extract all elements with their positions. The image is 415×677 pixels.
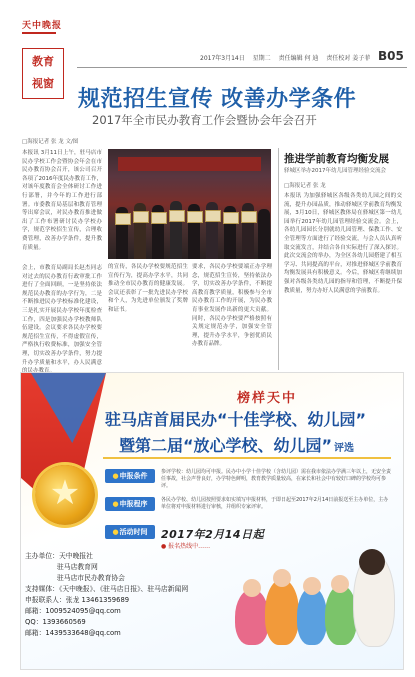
ad-email-1: 邮箱：1009524095@qq.com <box>25 607 121 615</box>
child-head <box>331 575 349 593</box>
page-number: B05 <box>378 49 404 63</box>
gold-medal-icon <box>35 465 95 525</box>
child-figure <box>265 579 299 645</box>
photo-certificate <box>115 213 131 225</box>
award-advertisement <box>20 372 404 670</box>
photo-certificate <box>187 211 203 223</box>
ad-title-line2 <box>119 433 354 456</box>
photo-certificate <box>241 211 257 223</box>
section-label <box>22 48 64 99</box>
child-head <box>273 569 291 587</box>
article-paragraph-4: 要求，各民办学校要端正办学理念，规范招生宣传，坚持依法办学，切实改善办学条件，不断提高教育教学质量，积极参与全市民办教育工作的开展，为民办教育事业发展作出新的更大贡献。同时，各民办学校要严格按照有关规定规范办学，加强安全管理，提升办学水平，争创优质民办教育品牌。 <box>192 264 272 348</box>
child-head <box>243 579 261 597</box>
side-article-subtitle: 驿城区举办2017年幼儿园管理经验交流会 <box>284 168 386 174</box>
child-head <box>303 577 321 595</box>
article-paragraph-1: 本报讯 3月11日上午，驻马店市民办学校工作会暨协会年会在市民办教育协会召开，该公司召开各项了2016年度民办教育工作，对该年度教育会全体研讨工作进行部署，并今年的工作进行部署。市委教育局基层和教育管理等出席会议，对民办教育推进做出了工作布署研讨民办学校办学，规范学校招生宣传，合理收费管理，改善办学条件，提升教育质量。 <box>22 150 102 251</box>
ad-row-text: 各民办学校、幼儿园按照要求如实填写申报材料，于即日起至2017年2月14日前报送至主办单位，主办单位将对申报材料进行审核，并组织专家评审。 <box>161 497 389 510</box>
photo-certificate <box>151 212 167 224</box>
bullet-icon: ● <box>112 528 119 536</box>
ad-badge: 榜样天中 <box>237 391 298 406</box>
ad-organizer: 主办单位：天中晚报社 <box>25 552 93 560</box>
section-label-line1: 教育 <box>32 55 54 68</box>
article-paragraph-2: 会上，市教育局副局长赵杰同志对过去的民办教育行政审批工作进行了全面回顾，一是坚持依法规范民办教育的办学行为，二是不断推进民办学校标准化建设，三是扎实开展民办学校年度检查工作，四是加强民办学校教师队伍建设。会议要求各民办学校要规范招生宣传，不得虚假宣传，严格执行收费标准，加强安全管理，切实改善办学条件，努力提升办学质量和水平，办人民满意 <box>22 265 102 366</box>
ad-email-2: 邮箱：1439533648@qq.com <box>25 629 121 637</box>
child-figure <box>235 589 269 645</box>
article-paragraph-3: 的宣传，各民办学校要规范招生宣传行为，提高办学水平，共同推动全市民办教育的健康发展。会议还表彰了一批先进民办学校和个人，为先进单位颁发了奖牌和证书。 <box>108 264 188 313</box>
ad-row-label-text: 申报条件 <box>119 472 148 480</box>
side-article-byline: □海报记者 张 龙 <box>284 183 326 189</box>
responsible-editor: 责任编辑 何 迪 <box>278 55 319 62</box>
issue-weekday: 星期二 <box>252 55 271 62</box>
children-illustration <box>235 549 395 649</box>
photo-certificate <box>133 211 149 223</box>
ad-divider <box>103 457 391 459</box>
side-article-title: 推进学前教育均衡发展 <box>284 153 389 165</box>
bullet-icon: ● <box>112 500 119 508</box>
ad-title-line1: 驻马店首届民办“十佳学校、幼儿园” <box>105 410 367 429</box>
ad-row-text: 参评学校：幼儿园均可申报。民办中小学十佳学校（含幼儿园）需在我市依法办学满三年以上，无安全责任事故，社会声誉良好，办学特色鲜明，教育教学质量较高，在家长和社会中有较好口碑的学校均可参评。 <box>161 469 392 489</box>
ad-hotline: ● 报名热线中…… <box>161 543 211 550</box>
photo-stage-banner <box>118 157 261 171</box>
photo-person <box>258 209 270 259</box>
ad-row-label-text: 申报程序 <box>119 500 148 508</box>
column-divider <box>278 148 279 370</box>
ad-row-label-text: 活动时间 <box>119 528 148 536</box>
ad-qq: QQ：1393660569 <box>25 618 86 626</box>
conference-photo <box>108 149 271 259</box>
bullet-icon: ● <box>112 472 119 480</box>
child-figure <box>297 587 327 645</box>
ad-row-label <box>105 469 155 483</box>
ad-title-tag: 评选 <box>334 443 355 454</box>
ad-event-date: 2017年2月14日起 <box>161 528 265 541</box>
newspaper-logo: 天中晚报 <box>22 18 62 34</box>
ad-row-label <box>105 497 155 511</box>
ad-row-label <box>105 525 155 539</box>
ad-organizer-2: 驻马店教育网 <box>57 563 98 571</box>
ad-contact: 申报联系人：张龙 13461359689 <box>25 596 130 604</box>
ad-media-support: 支持媒体：《天中晚报》、《驻马店日报》、驻马店新闻网 <box>25 585 189 593</box>
ad-title-line2-text: 暨第二届“放心学校、幼儿园” <box>119 436 333 455</box>
side-article-body: 本报讯 为加强驿城区各级各类幼儿园之间的交流，提升办园品质，推动驿城区学前教育均衡发展，3月10日，驿城区教体局在驿城区第一幼儿园举行2017年幼儿园管理经验交流会。会上，各幼儿园园长分别就幼儿园管理、保教工作、安全管理等方面进行了经验交流，与会人员认真听取交流发言，并结合各自实际进行了深入探讨。此次交流会的举办，为全区各幼儿园搭建了相互学习、共同提高的平台，对推进驿城区学前教育均衡发展具有积极意义。今后，驿城区将继续加强对各级各类幼儿园的指导和管理，不断提升保教质量，努力办好人民满意的学前教育。 <box>284 193 402 294</box>
article-subhead: 2017年全市民办教育工作会暨协会年会召开 <box>92 113 317 127</box>
article-byline: □海报记者 张 龙 文/图 <box>22 139 79 145</box>
header-divider <box>77 67 407 68</box>
section-label-line2: 视窗 <box>32 77 54 90</box>
article-headline: 规范招生宣传 改善办学条件 <box>78 87 357 112</box>
photo-certificate <box>223 212 239 224</box>
photo-certificate <box>169 210 185 222</box>
page-info-line <box>200 53 376 62</box>
proofreader: 责任校对 姜子菲 <box>326 55 371 62</box>
photo-certificate <box>205 210 221 222</box>
teacher-head <box>359 549 385 575</box>
ad-organizer-3: 驻马店市民办教育协会 <box>57 574 125 582</box>
issue-date: 2017年3月14日 <box>200 55 245 62</box>
